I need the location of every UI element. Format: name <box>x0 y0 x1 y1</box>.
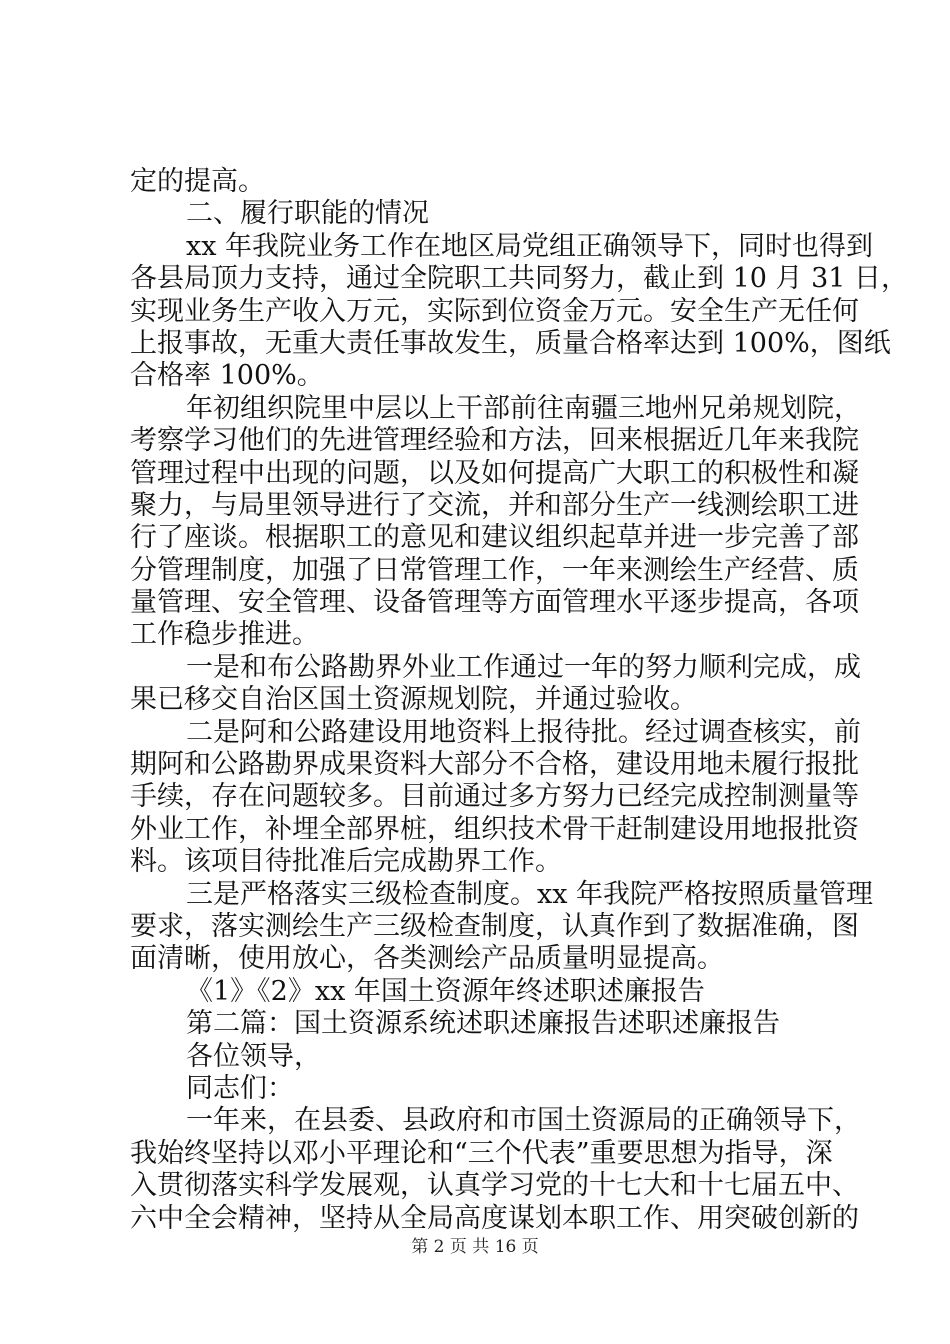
text-line: 行了座谈。根据职工的意见和建议组织起草并进一步完善了部 <box>130 522 859 554</box>
text-line: 聚力，与局里领导进行了交流，并和部分生产一线测绘职工进 <box>130 489 859 521</box>
text-line: 外业工作，补埋全部界桩，组织技术骨干赶制建设用地报批资 <box>130 813 859 845</box>
text-line: 期阿和公路勘界成果资料大部分不合格，建设用地未履行报批 <box>130 749 859 781</box>
text-line: 量管理、安全管理、设备管理等方面管理水平逐步提高，各项 <box>130 587 859 619</box>
text-line: 管理过程中出现的问题，以及如何提高广大职工的积极性和凝 <box>130 457 859 489</box>
text-line: 合格率 100%。 <box>130 360 324 392</box>
text-line: 我始终坚持以邓小平理论和“三个代表”重要思想为指导，深 <box>130 1137 833 1169</box>
text-line: 入贯彻落实科学发展观，认真学习党的十七大和十七届五中、 <box>130 1170 859 1202</box>
text-line: 各县局顶力支持，通过全院职工共同努力，截止到 10 月 31 日， <box>130 263 909 295</box>
text-line: 同志们： <box>186 1072 294 1104</box>
text-line: 工作稳步推进。 <box>130 619 319 651</box>
text-line: xx 年我院业务工作在地区局党组正确领导下，同时也得到 <box>186 230 874 262</box>
text-line: 第二篇：国土资源系统述职述廉报告述职述廉报告 <box>186 1008 780 1040</box>
text-line: 考察学习他们的先进管理经验和方法，回来根据近几年来我院 <box>130 425 859 457</box>
text-line: 定的提高。 <box>130 166 265 197</box>
text-line: 二是阿和公路建设用地资料上报待批。经过调查核实，前 <box>186 716 861 748</box>
text-line: 果已移交自治区国土资源规划院，并通过验收。 <box>130 684 697 716</box>
section-heading: 二、履行职能的情况 <box>186 198 429 230</box>
document-body <box>130 166 909 1235</box>
text-line: 面清晰，使用放心，各类测绘产品质量明显提高。 <box>130 943 724 975</box>
text-line: 料。该项目待批准后完成勘界工作。 <box>130 846 562 878</box>
text-line: 分管理制度，加强了日常管理工作，一年来测绘生产经营、质 <box>130 554 859 586</box>
text-line: 六中全会精神，坚持从全局高度谋划本职工作、用突破创新的 <box>130 1202 859 1234</box>
text-line: 一是和布公路勘界外业工作通过一年的努力顺利完成，成 <box>186 651 861 683</box>
text-line: 三是严格落实三级检查制度。xx 年我院严格按照质量管理 <box>186 878 874 910</box>
text-line: 各位领导， <box>186 1040 321 1072</box>
text-line: 一年来，在县委、县政府和市国土资源局的正确领导下， <box>186 1105 861 1137</box>
page-footer: 第 2 页 共 16 页 <box>411 1237 539 1257</box>
text-line: 实现业务生产收入万元，实际到位资金万元。安全生产无任何 <box>130 295 859 327</box>
text-line: 手续，存在问题较多。目前通过多方努力已经完成控制测量等 <box>130 781 859 813</box>
text-line: 年初组织院里中层以上干部前往南疆三地州兄弟规划院， <box>186 392 861 424</box>
text-line: 要求，落实测绘生产三级检查制度，认真作到了数据准确，图 <box>130 910 859 942</box>
text-line: 上报事故，无重大责任事故发生，质量合格率达到 100%，图纸 <box>130 327 891 359</box>
text-line: 《1》《2》xx 年国土资源年终述职述廉报告 <box>186 975 705 1007</box>
